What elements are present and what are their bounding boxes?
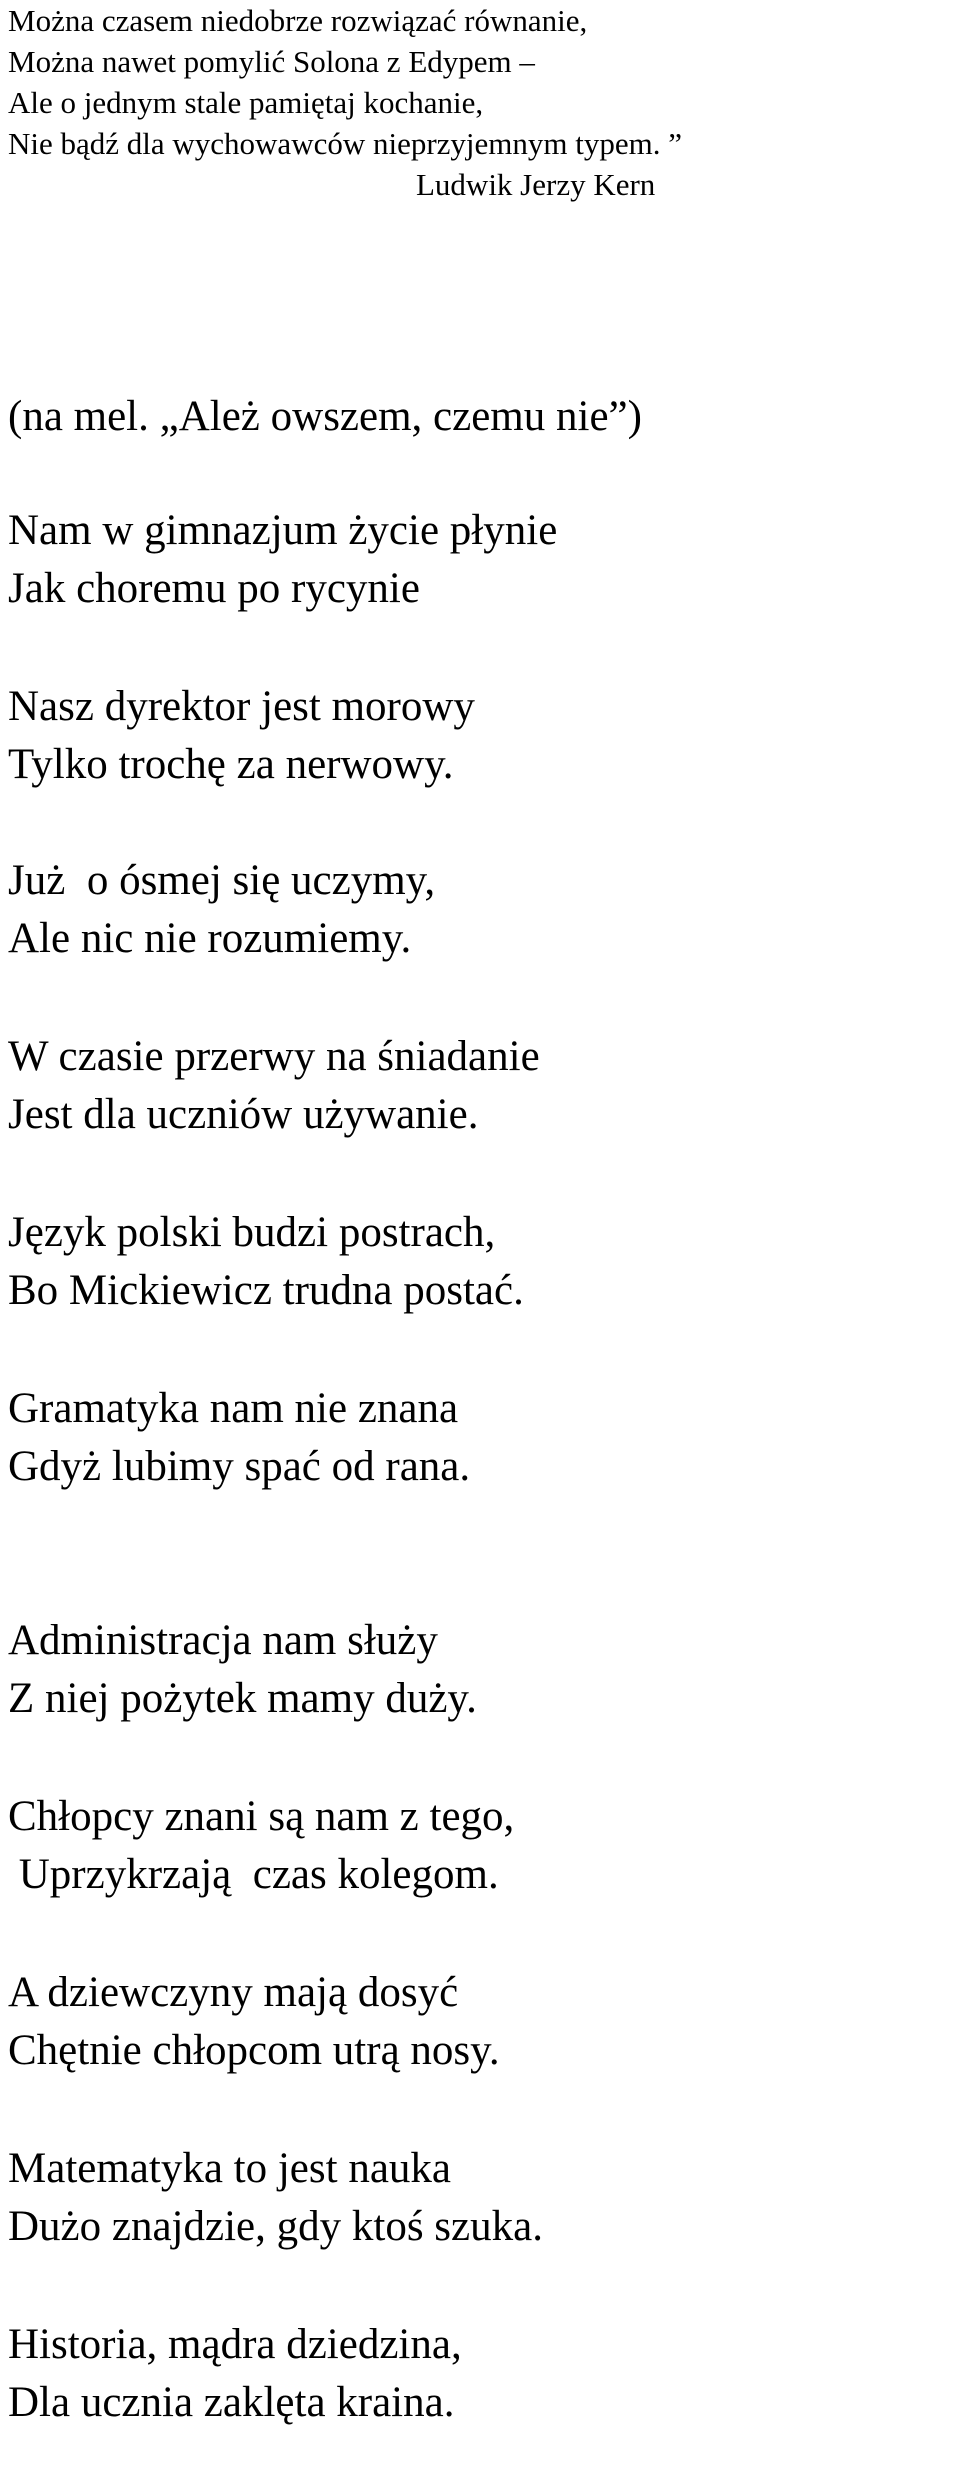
verse-line: Bo Mickiewicz trudna postać.	[8, 1267, 524, 1314]
stanza	[8, 1204, 948, 1320]
epigraph-line: Ale o jednym stale pamiętaj kochanie,	[8, 85, 484, 120]
verse-line: Tylko trochę za nerwowy.	[8, 741, 454, 788]
stanza	[8, 852, 948, 968]
verse-line: Język polski budzi postrach,	[8, 1209, 496, 1256]
verse-line: Matematyka to jest nauka	[8, 2145, 451, 2192]
verse-line: Już o ósmej się uczymy,	[8, 857, 436, 904]
epigraph	[8, 0, 948, 205]
stanza	[8, 502, 948, 618]
verse-line: Dla ucznia zaklęta kraina.	[8, 2379, 455, 2426]
verse-line: Dużo znajdzie, gdy ktoś szuka.	[8, 2203, 543, 2250]
epigraph-line: Można czasem niedobrze rozwiązać równanie,	[8, 3, 588, 38]
stanza	[8, 1028, 948, 1144]
verse-line: Chłopcy znani są nam z tego,	[8, 1793, 515, 1840]
verse-line: Uprzykrzają czas kolegom.	[8, 1851, 499, 1898]
epigraph-line: Nie bądź dla wychowawców nieprzyjemnym typem. ”	[8, 126, 683, 161]
verse-line: Jak choremu po rycynie	[8, 565, 420, 612]
verse-line: Z niej pożytek mamy duży.	[8, 1675, 477, 1722]
stanza	[8, 1788, 948, 1904]
verse-line: Historia, mądra dziedzina,	[8, 2321, 462, 2368]
verse-line: Jest dla uczniów używanie.	[8, 1091, 479, 1138]
stanza	[8, 1612, 948, 1728]
verse-line: W czasie przerwy na śniadanie	[8, 1033, 540, 1080]
epigraph-line: Można nawet pomylić Solona z Edypem –	[8, 44, 535, 79]
verse-line: Nasz dyrektor jest morowy	[8, 683, 475, 730]
melody-note: (na mel. „Ależ owszem, czemu nie”)	[8, 393, 642, 440]
verse-line: Gdyż lubimy spać od rana.	[8, 1443, 471, 1490]
verse-line: Chętnie chłopcom utrą nosy.	[8, 2027, 500, 2074]
verse-line: Nam w gimnazjum życie płynie	[8, 507, 558, 554]
stanza	[8, 678, 948, 794]
stanza	[8, 1964, 948, 2080]
verse-line: Gramatyka nam nie znana	[8, 1385, 459, 1432]
stanza	[8, 2140, 948, 2256]
stanza	[8, 2316, 948, 2432]
verse-line: Administracja nam służy	[8, 1617, 438, 1664]
stanza	[8, 1380, 948, 1496]
verse-line: Ale nic nie rozumiemy.	[8, 915, 412, 962]
epigraph-author: Ludwik Jerzy Kern	[416, 167, 656, 202]
verse-line: A dziewczyny mają dosyć	[8, 1969, 459, 2016]
